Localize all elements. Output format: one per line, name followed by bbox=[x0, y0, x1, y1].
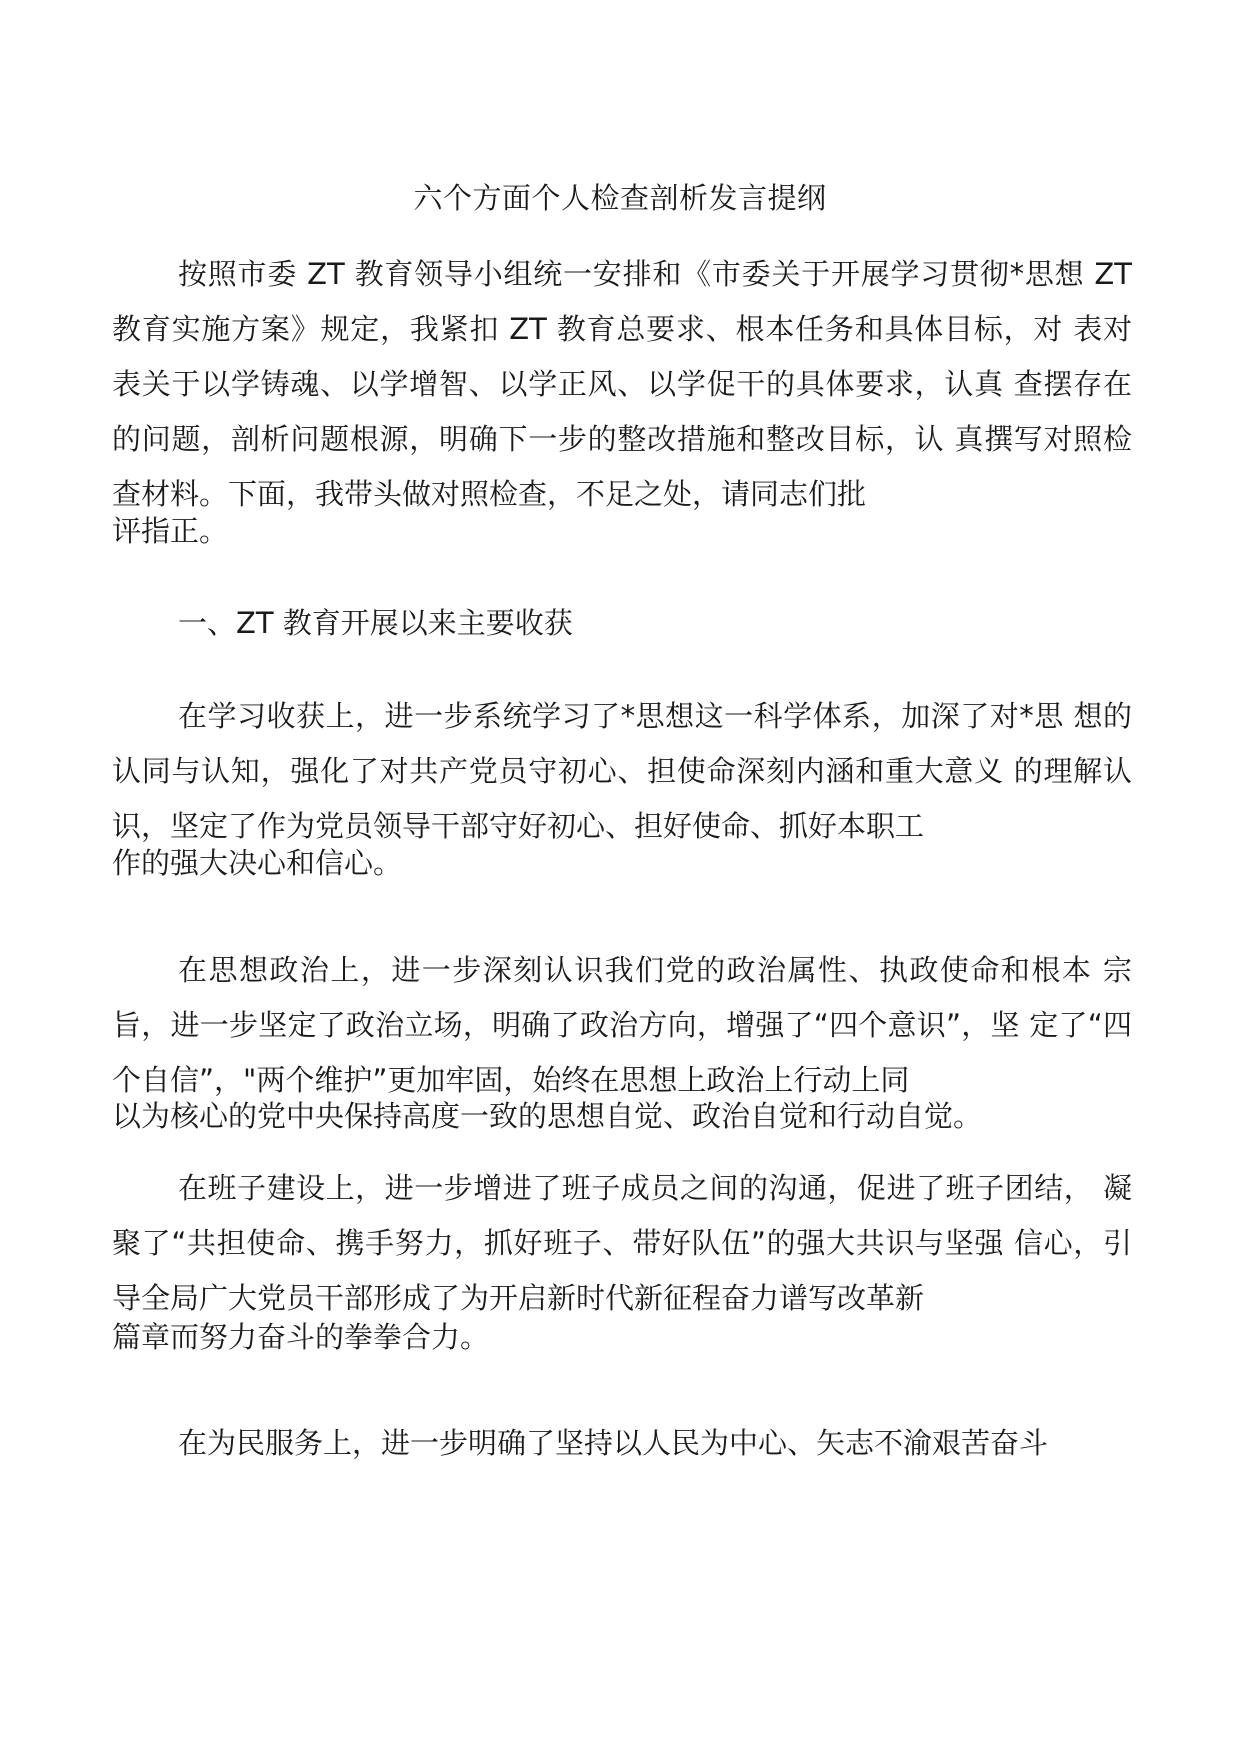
document-title: 六个方面个人检查剖析发言提纲 bbox=[413, 181, 827, 215]
team-building-paragraph-tail: 篇章而努力奋斗的拳拳合力。 bbox=[112, 1320, 490, 1354]
political-thought-paragraph: 在思想政治上，进一步深刻认识我们党的政治属性、执政使命和根本 宗旨，进一步坚定了政治立场，明确了政治方向，增强了“四个意识”，坚 定了“四个自信”，"两个维护”更加牢固，始终在思想上政治上行动上同 bbox=[112, 953, 1132, 1097]
team-building-paragraph: 在班子建设上，进一步增进了班子成员之间的沟通，促进了班子团结， 凝聚了“共担使命、携手努力，抓好班子、带好队伍”的强大共识与坚强 信心，引导全局广大党员干部形成了为开启新时代新征程奋力谱写改革新 bbox=[112, 1171, 1132, 1315]
political-thought-paragraph-tail: 以为核心的党中央保持高度一致的思想自觉、政治自觉和行动自觉。 bbox=[112, 1099, 983, 1133]
study-gains-paragraph-tail: 作的强大决心和信心。 bbox=[112, 846, 403, 880]
intro-paragraph: 按照市委 ZT 教育领导小组统一安排和《市委关于开展学习贯彻*思想 ZT 教育实施方案》规定，我紧扣 ZT 教育总要求、根本任务和具体目标，对 表对表关于以学铸魂、以学增智、以学正风、以学促干的具体要求，认真 查摆存在的问题，剖析问题根源，明确下一步的整改措施和整改目标，认 真撰写对照检查材料。下面，我带头做对照检查，不足之处，请同志们批 bbox=[112, 257, 1132, 511]
serving-people-paragraph: 在为民服务上，进一步明确了坚持以人民为中心、矢志不渝艰苦奋斗 bbox=[178, 1426, 1049, 1460]
study-gains-paragraph: 在学习收获上，进一步系统学习了*思想这一科学体系，加深了对*思 想的认同与认知，强化了对共产党员守初心、担使命深刻内涵和重大意义 的理解认识，坚定了作为党员领导干部守好初心、担好使命、抓好本职工 bbox=[112, 699, 1132, 843]
section-heading-main-gains: 一、ZT 教育开展以来主要收获 bbox=[178, 606, 573, 640]
intro-paragraph-tail: 评指正。 bbox=[112, 514, 229, 548]
